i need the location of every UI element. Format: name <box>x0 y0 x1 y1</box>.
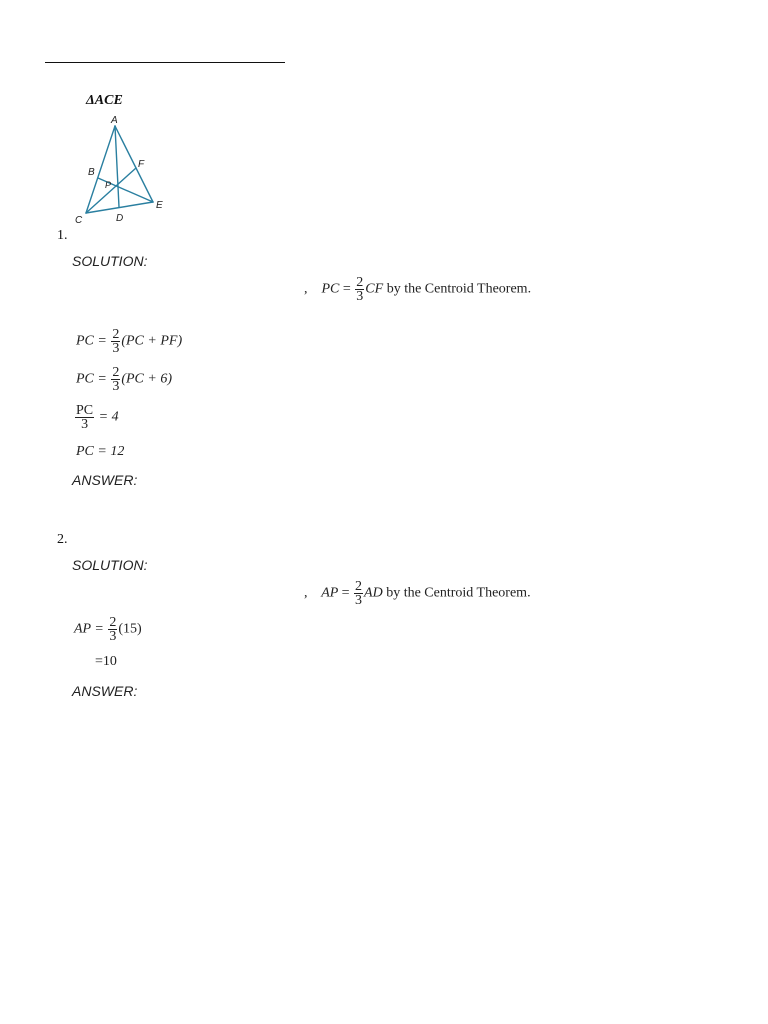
triangle-figure <box>68 112 172 230</box>
vertex-a-label: A <box>111 115 118 126</box>
solution-step: PC = $\frac{2}{3}$ (PC + 6) <box>76 365 173 394</box>
triangle-title: ΔACE <box>86 93 123 108</box>
solution-label: SOLUTION: <box>72 557 148 573</box>
problem-number: 2. <box>57 532 68 547</box>
solution-step: AP = $\frac{2}{3}$ (15) <box>74 615 142 644</box>
solution-step: $\frac{PC}{3}$ = 4 <box>76 403 119 432</box>
side-ae <box>115 126 153 202</box>
vertex-f-label: F <box>138 159 145 170</box>
solution-step: PC = $\frac{2}{3}$ (PC + PF) <box>76 327 183 356</box>
centroid-p-label: P <box>105 180 112 190</box>
solution-step: PC = 12 <box>76 444 125 459</box>
median-ad <box>115 126 119 207</box>
solution-label: SOLUTION: <box>72 253 148 269</box>
vertex-c-label: C <box>75 215 83 226</box>
solution-step: =10 <box>95 654 117 669</box>
answer-label: ANSWER: <box>72 472 138 488</box>
vertex-b-label: B <box>88 167 95 178</box>
problem-number: 1. <box>57 228 68 243</box>
vertex-e-label: E <box>156 200 163 211</box>
vertex-d-label: D <box>116 213 124 224</box>
centroid-statement: , AP = $\frac{2}{3}$ AD by the Centroid Theorem. <box>304 579 531 608</box>
answer-label: ANSWER: <box>72 683 138 699</box>
centroid-statement: , PC = $\frac{2}{3}$ CF by the Centroid Theorem. <box>304 275 532 304</box>
header-rule <box>45 62 285 63</box>
